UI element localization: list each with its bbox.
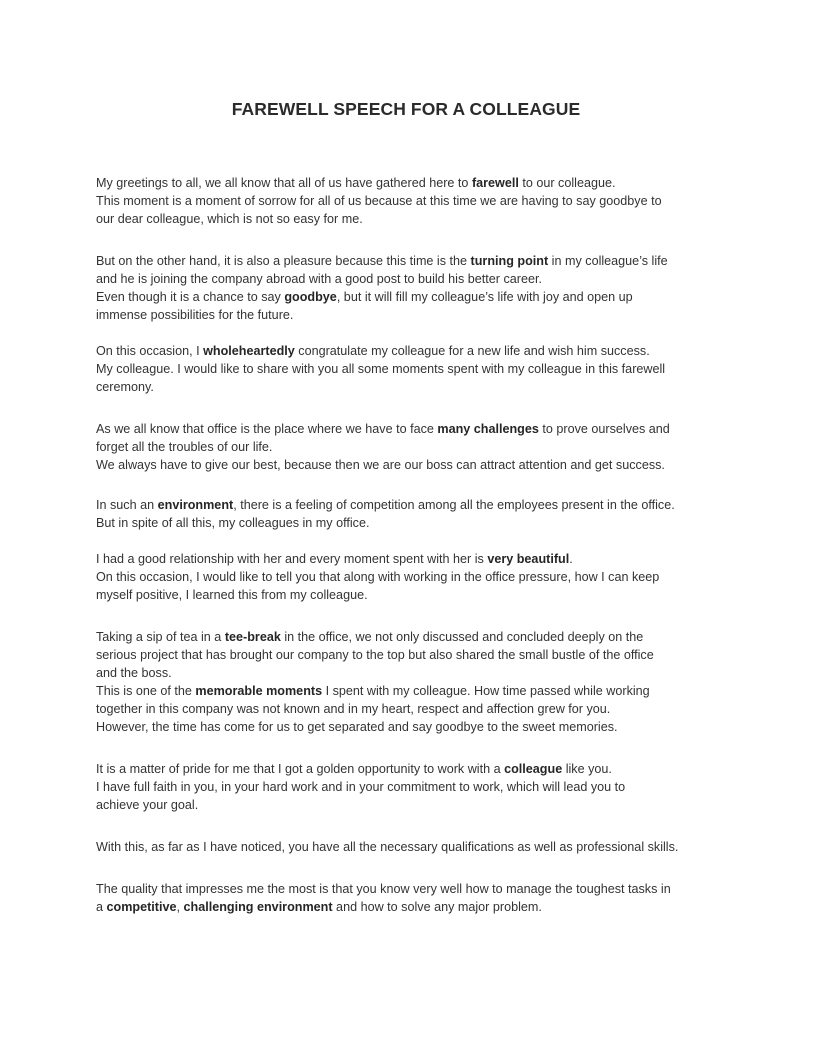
- bold-phrase: environment: [157, 498, 234, 512]
- text-line: [96, 496, 726, 514]
- paragraph: [96, 628, 726, 736]
- text-run: However, the time has come for us to get separated and say goodbye to the sweet memories.: [96, 720, 618, 734]
- text-run: As we all know that office is the place where we have to face: [96, 422, 438, 436]
- paragraph: [96, 880, 726, 916]
- paragraph: [96, 252, 726, 324]
- text-run: to prove ourselves and: [538, 422, 670, 436]
- text-line: [96, 438, 726, 456]
- bold-phrase: memorable moments: [195, 684, 323, 698]
- text-run: But in spite of all this, my colleagues in my office.: [96, 516, 370, 530]
- text-run: Even though it is a chance to say: [96, 290, 285, 304]
- text-line: [96, 550, 726, 568]
- text-run: My colleague. I would like to share with you all some moments spent with my colleague in this farewell: [96, 362, 666, 376]
- bold-phrase: very beautiful: [487, 552, 570, 566]
- bold-phrase: goodbye: [284, 290, 337, 304]
- document-title: FAREWELL SPEECH FOR A COLLEAGUE: [231, 99, 581, 119]
- text-run: I had a good relationship with her and every moment spent with her is: [96, 552, 488, 566]
- text-run: We always have to give our best, because then we are our boss can attract attention and get success.: [96, 458, 665, 472]
- text-line: [96, 760, 726, 778]
- text-run: in my colleague’s life: [548, 254, 668, 268]
- text-run: .: [569, 552, 573, 566]
- text-line: [96, 682, 726, 700]
- text-run: I have full faith in you, in your hard work and in your commitment to work, which will lead you to: [96, 780, 626, 794]
- text-run: , there is a feeling of competition among all the employees present in the office.: [233, 498, 675, 512]
- text-line: [96, 628, 726, 646]
- text-run: On this occasion, I: [96, 344, 204, 358]
- text-run: our dear colleague, which is not so easy for me.: [96, 212, 363, 226]
- text-run: This is one of the: [96, 684, 196, 698]
- text-line: [96, 342, 726, 360]
- text-line: [96, 568, 726, 586]
- bold-phrase: turning point: [470, 254, 549, 268]
- text-run: The quality that impresses me the most is that you know very well how to manage the toughest tasks in: [96, 882, 671, 896]
- text-line: [96, 700, 726, 718]
- text-run: in the office, we not only discussed and concluded deeply on the: [280, 630, 644, 644]
- bold-phrase: challenging environment: [183, 900, 333, 914]
- bold-phrase: wholeheartedly: [203, 344, 295, 358]
- text-run: and the boss.: [96, 666, 172, 680]
- text-run: a: [96, 900, 107, 914]
- text-line: [96, 796, 726, 814]
- text-line: [96, 288, 726, 306]
- text-run: I spent with my colleague. How time passed while working: [322, 684, 650, 698]
- text-line: [96, 778, 726, 796]
- text-run: It is a matter of pride for me that I got a golden opportunity to work with a: [96, 762, 505, 776]
- text-run: This moment is a moment of sorrow for all of us because at this time we are having to say goodbye to: [96, 194, 662, 208]
- text-line: [96, 664, 726, 682]
- text-run: Taking a sip of tea in a: [96, 630, 225, 644]
- text-run: In such an: [96, 498, 158, 512]
- bold-phrase: competitive: [106, 900, 177, 914]
- paragraph: [96, 342, 726, 396]
- text-line: [96, 210, 726, 228]
- bold-phrase: colleague: [504, 762, 563, 776]
- text-line: [96, 646, 726, 664]
- paragraph: [96, 420, 726, 474]
- text-line: [96, 306, 726, 324]
- text-run: congratulate my colleague for a new life and wish him success.: [294, 344, 650, 358]
- paragraph: [96, 550, 726, 604]
- text-line: [96, 838, 726, 856]
- text-line: [96, 252, 726, 270]
- text-line: [96, 456, 726, 474]
- text-line: [96, 270, 726, 288]
- text-run: serious project that has brought our company to the top but also shared the small bustle of the office: [96, 648, 654, 662]
- paragraph: [96, 838, 726, 856]
- text-line: [96, 514, 726, 532]
- text-line: [96, 420, 726, 438]
- text-run: forget all the troubles of our life.: [96, 440, 273, 454]
- paragraph: [96, 496, 726, 532]
- text-run: like you.: [562, 762, 612, 776]
- text-run: and he is joining the company abroad with a good post to build his better career.: [96, 272, 542, 286]
- text-run: together in this company was not known and in my heart, respect and affection grew for you.: [96, 702, 611, 716]
- paragraph: [96, 760, 726, 814]
- text-run: to our colleague.: [518, 176, 616, 190]
- text-run: and how to solve any major problem.: [332, 900, 542, 914]
- text-line: [96, 192, 726, 210]
- bold-phrase: tee-break: [224, 630, 281, 644]
- text-run: achieve your goal.: [96, 798, 199, 812]
- text-run: But on the other hand, it is also a pleasure because this time is the: [96, 254, 471, 268]
- text-line: [96, 586, 726, 604]
- text-run: ceremony.: [96, 380, 154, 394]
- text-line: [96, 898, 726, 916]
- bold-phrase: farewell: [471, 176, 519, 190]
- text-run: ,: [176, 900, 184, 914]
- text-run: On this occasion, I would like to tell you that along with working in the office pressure, how I can keep: [96, 570, 660, 584]
- text-line: [96, 360, 726, 378]
- text-line: [96, 174, 726, 192]
- bold-phrase: many challenges: [437, 422, 539, 436]
- text-line: [96, 880, 726, 898]
- text-line: [96, 378, 726, 396]
- text-run: My greetings to all, we all know that all of us have gathered here to: [96, 176, 472, 190]
- text-run: , but it will fill my colleague’s life with joy and open up: [336, 290, 633, 304]
- document-body: [96, 152, 726, 916]
- text-run: With this, as far as I have noticed, you have all the necessary qualifications as well as professional skills.: [96, 840, 679, 854]
- text-run: myself positive, I learned this from my colleague.: [96, 588, 368, 602]
- text-run: immense possibilities for the future.: [96, 308, 294, 322]
- paragraph: [96, 174, 726, 228]
- text-line: [96, 718, 726, 736]
